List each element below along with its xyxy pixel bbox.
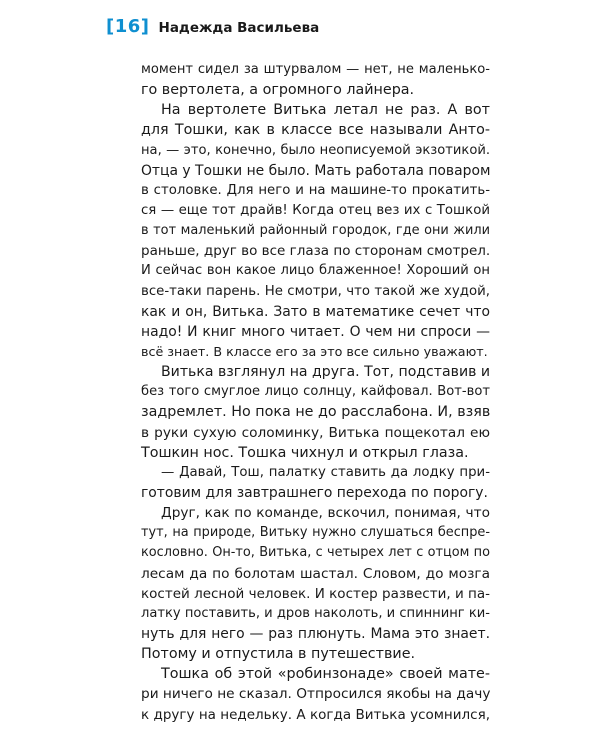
text-line: кословно. Он-то, Витька, с четырех лет с отцом по bbox=[141, 545, 490, 561]
text-line: без того смуглое лицо солнцу, кайфовал. Вот-вот bbox=[141, 384, 490, 400]
text-line: лесам да по болотам шастал. Словом, до мозга bbox=[141, 565, 490, 582]
text-line: ся — еще тот драйв! Когда отец вез их с Тошкой bbox=[141, 202, 490, 218]
text-line: Отца у Тошки не было. Мать работала поваром bbox=[141, 162, 491, 179]
text-line: Друг, как по команде, вскочил, понимая, что bbox=[161, 505, 490, 522]
text-line: всё знает. В классе его за это все сильно уважают. bbox=[141, 343, 488, 359]
text-line: латку поставить, и дров наколоть, и спиннинг ки- bbox=[141, 605, 490, 621]
text-line: костей лесной человек. И костер развести, и па- bbox=[141, 585, 490, 602]
text-line: к другу на недельку. А когда Витька усомнился, bbox=[141, 706, 490, 723]
text-line: момент сидел за штурвалом — нет, не маленько- bbox=[141, 62, 490, 77]
text-line: на, — это, конечно, было неописуемой экзотикой. bbox=[141, 142, 490, 158]
text-line: для Тошки, как в классе все называли Анто- bbox=[141, 122, 490, 139]
text-line: надо! И книг много читает. О чем ни спроси — bbox=[141, 323, 490, 340]
text-line: И сейчас вон какое лицо блаженное! Хороший он bbox=[141, 263, 490, 279]
text-line: Тошка об этой «робинзонаде» своей мате- bbox=[161, 666, 490, 683]
text-line: задремлет. Но пока не до расслабона. И, взяв bbox=[141, 404, 491, 421]
text-line: го вертолета, а огромного лайнера. bbox=[141, 82, 415, 99]
text-line: — Давай, Тош, палатку ставить да лодку при- bbox=[161, 464, 490, 480]
text-line: нуть для него — раз плюнуть. Мама это знает. bbox=[141, 625, 490, 642]
page-number: [16] bbox=[106, 16, 150, 37]
text-line: в тот маленький районный городок, где они жили bbox=[141, 223, 490, 239]
text-line: в столовке. Для него и на машине-то прокатить- bbox=[141, 182, 490, 198]
text-line: Витька взглянул на друга. Тот, подставив и bbox=[161, 364, 491, 381]
running-head bbox=[106, 16, 319, 37]
text-line: все-таки парень. Не смотри, что такой же худой, bbox=[141, 283, 490, 299]
text-line: Потому и отпустила в путешествие. bbox=[141, 646, 416, 663]
text-line: готовим для завтрашнего перехода по порогу. bbox=[141, 484, 488, 501]
text-line: Тошкин нос. Тошка чихнул и открыл глаза. bbox=[141, 444, 469, 461]
text-line: На вертолете Витька летал не раз. А вот bbox=[161, 102, 490, 119]
text-line: тут, на природе, Витьку нужно слушаться беспре- bbox=[141, 525, 490, 541]
text-line: раньше, друг во все глаза по сторонам смотрел. bbox=[141, 243, 491, 260]
text-line: в руки сухую соломинку, Витька пощекотал ею bbox=[141, 424, 490, 441]
body-text bbox=[141, 60, 490, 725]
text-line: как и он, Витька. Зато в математике сечет что bbox=[141, 303, 490, 320]
text-line: ри ничего не сказал. Отпросился якобы на дачу bbox=[141, 686, 491, 703]
author-name: Надежда Васильева bbox=[158, 20, 320, 36]
